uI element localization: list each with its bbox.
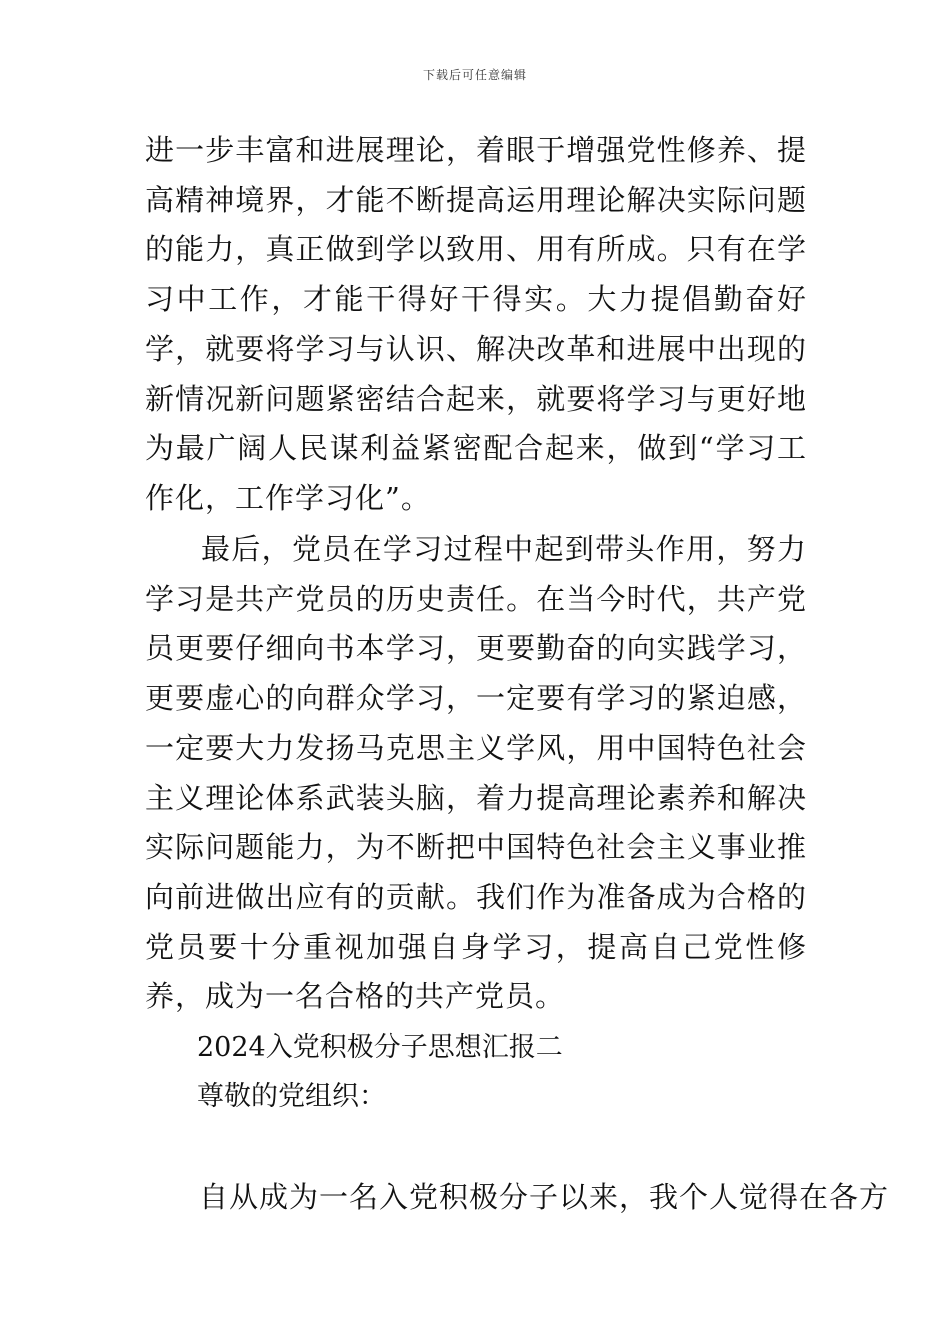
section-title: 2024入党积极分子思想汇报二: [197, 1032, 563, 1063]
body-paragraph-2: 最后，党员在学习过程中起到带头作用，努力学习是共产党员的历史责任。在当今时代，共产党员更要仔细向书本学习，更要勤奋的向实践学习，更要虚心的向群众学习，一定要有学习的紧迫感，一定要大力发扬马克思主义学风，用中国特色社会主义理论体系武装头脑，着力提高理论素养和解决实际问题能力，为不断把中国特色社会主义事业推向前进做出应有的贡献。我们作为准备成为合格的党员要十分重视加强自身学习，提高自己党性修养，成为一名合格的共产党员。: [145, 532, 807, 1014]
page-header: 下载后可任意编辑: [422, 68, 527, 82]
salutation: 尊敬的党组织：: [197, 1081, 386, 1112]
body-paragraph-1: 进一步丰富和进展理论，着眼于增强党性修养、提高精神境界，才能不断提高运用理论解决实际问题的能力，真正做到学以致用、用有所成。只有在学习中工作，才能干得好干得实。大力提倡勤奋好学，就要将学习与认识、解决改革和进展中出现的新情况新问题紧密结合起来，就要将学习与更好地为最广阔人民谋利益紧密配合起来，做到“学习工作化，工作学习化”。: [145, 133, 807, 515]
body-paragraph-3: 自从成为一名入党积极分子以来，我个人觉得在各方: [199, 1180, 890, 1214]
